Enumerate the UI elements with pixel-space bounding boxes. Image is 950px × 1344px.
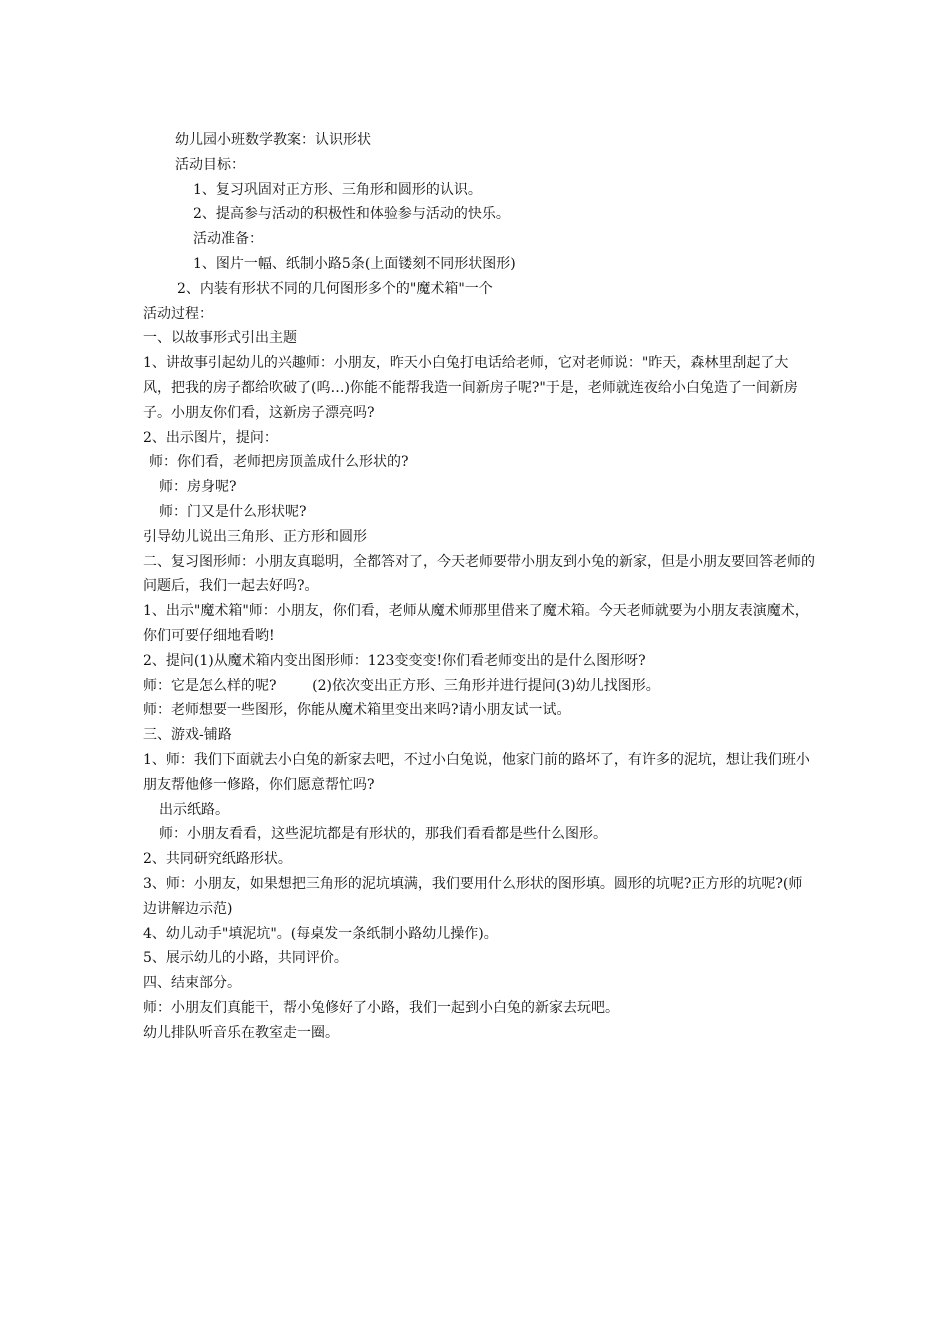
section-heading: 一、以故事形式引出主题 <box>143 330 297 347</box>
paragraph: 引导幼儿说出三角形、正方形和圆形 <box>143 528 367 545</box>
section-heading: 三、游戏-铺路 <box>143 727 232 744</box>
paragraph: 1、讲故事引起幼儿的兴趣师：小朋友，昨天小白兔打电话给老师，它对老师说："昨天，森林里刮起了大风，把我的房子都给吹破了(呜…)你能不能帮我造一间新房子呢?"于是，老师就连夜给小白兔造了一间新房子。小朋友你们看，这新房子漂亮吗? <box>143 355 798 421</box>
paragraph: 2、内装有形状不同的几何图形多个的"魔术箱"一个 <box>177 280 493 297</box>
section-heading: 四、结束部分。 <box>143 975 241 992</box>
paragraph: 1、出示"魔术箱"师：小朋友，你们看，老师从魔术师那里借来了魔术箱。今天老师就要为小朋友表演魔术，你们可要仔细地看哟! <box>143 603 809 644</box>
paragraph: 2、共同研究纸路形状。 <box>143 851 292 868</box>
section-heading: 活动目标： <box>175 156 245 173</box>
paragraph: 2、提问(1)从魔术箱内变出图形师：123变变变!你们看老师变出的是什么图形呀? <box>143 652 646 669</box>
paragraph: 1、师：我们下面就去小白兔的新家去吧，不过小白兔说，他家门前的路坏了，有许多的泥坑，想让我们班小朋友帮他修一修路，你们愿意帮忙吗? <box>143 751 810 793</box>
paragraph: 2、出示图片，提问： <box>143 429 278 446</box>
paragraph: 师：它是怎么样的呢? (2)依次变出正方形、三角形并进行提问(3)幼儿找图形。 <box>143 677 660 694</box>
document-title: 幼儿园小班数学教案：认识形状 <box>175 132 371 148</box>
paragraph: 师：小朋友看看，这些泥坑都是有形状的，那我们看看都是些什么图形。 <box>159 826 607 843</box>
paragraph: 1、复习巩固对正方形、三角形和圆形的认识。 <box>193 181 482 198</box>
paragraph: 师：老师想要一些图形，你能从魔术箱里变出来吗?请小朋友试一试。 <box>143 702 571 719</box>
paragraph: 幼儿排队听音乐在教室走一圈。 <box>143 1024 339 1041</box>
document-body <box>143 128 815 1045</box>
section-heading: 二、复习图形师：小朋友真聪明，全都答对了，今天老师要带小朋友到小兔的新家，但是小朋友要回答老师的问题后，我们一起去好吗?。 <box>143 553 815 595</box>
paragraph: 1、图片一幅、纸制小路5条(上面镂刻不同形状图形) <box>193 255 516 272</box>
paragraph: 出示纸路。 <box>159 801 229 818</box>
paragraph: 师：小朋友们真能干，帮小兔修好了小路，我们一起到小白兔的新家去玩吧。 <box>143 999 619 1016</box>
paragraph: 4、幼儿动手"填泥坑"。(每桌发一条纸制小路幼儿操作)。 <box>143 925 498 942</box>
paragraph: 2、提高参与活动的积极性和体验参与活动的快乐。 <box>193 206 510 223</box>
paragraph: 5、展示幼儿的小路，共同评价。 <box>143 950 348 967</box>
section-heading: 活动准备： <box>193 231 263 248</box>
section-heading: 活动过程： <box>143 305 213 322</box>
paragraph: 师：房身呢? <box>159 479 237 496</box>
paragraph: 师：门又是什么形状呢? <box>159 503 307 520</box>
paragraph: 师：你们看，老师把房顶盖成什么形状的? <box>149 454 409 471</box>
paragraph: 3、师：小朋友，如果想把三角形的泥坑填满，我们要用什么形状的图形填。圆形的坑呢?正方形的坑呢?(师边讲解边示范) <box>143 875 803 917</box>
